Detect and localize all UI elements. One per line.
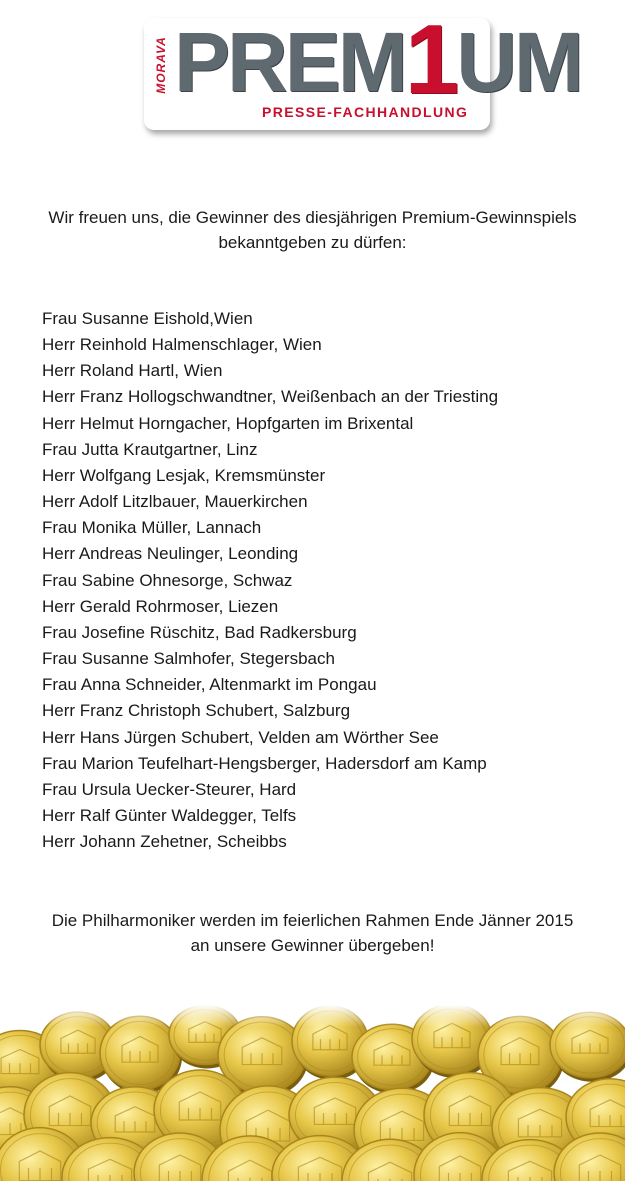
outro-line-1: Die Philharmoniker werden im feierlichen Rahmen Ende Jänner 2015 <box>51 911 574 930</box>
logo-tagline: PRESSE-FACHHANDLUNG <box>262 104 469 120</box>
winner-item: Herr Roland Hartl, Wien <box>42 361 223 381</box>
winner-item: Frau Jutta Krautgartner, Linz <box>42 439 258 459</box>
winner-item: Herr Johann Zehetner, Scheibbs <box>42 832 287 852</box>
wordmark-accent: 1 <box>404 4 457 114</box>
winner-item: Frau Ursula Uecker-Steurer, Hard <box>42 779 297 799</box>
wordmark-post: UM <box>456 15 581 109</box>
winner-item: Herr Hans Jürgen Schubert, Velden am Wörther See <box>42 727 439 747</box>
winner-item: Herr Helmut Horngacher, Hopfgarten im Brixental <box>42 413 414 433</box>
winner-item: Frau Monika Müller, Lannach <box>42 518 262 538</box>
morava-brand-text: MORAVA <box>154 36 168 94</box>
intro-text <box>0 205 625 255</box>
gold-coins-icon <box>0 1005 625 1181</box>
winner-item: Frau Susanne Salmhofer, Stegersbach <box>42 649 335 669</box>
winner-item: Frau Sabine Ohnesorge, Schwaz <box>42 570 293 590</box>
intro-line-1: Wir freuen uns, die Gewinner des diesjährigen Premium-Gewinnspiels <box>48 208 577 227</box>
outro-line-2: an unsere Gewinner übergeben! <box>190 936 435 955</box>
gold-coins-illustration <box>0 1005 625 1181</box>
winner-item: Herr Gerald Rohrmoser, Liezen <box>42 596 279 616</box>
winner-item: Frau Anna Schneider, Altenmarkt im Pongau <box>42 675 377 695</box>
wordmark-pre: PREM <box>174 15 405 109</box>
outro-text <box>0 908 625 958</box>
premium-logo <box>140 4 581 128</box>
winner-item: Herr Ralf Günter Waldegger, Telfs <box>42 805 297 825</box>
morava-brand <box>150 24 172 106</box>
intro-line-2: bekanntgeben zu dürfen: <box>218 233 407 252</box>
winner-item: Herr Andreas Neulinger, Leonding <box>42 544 299 564</box>
winner-item: Frau Marion Teufelhart-Hengsberger, Hadersdorf am Kamp <box>42 753 487 773</box>
winner-item: Frau Josefine Rüschitz, Bad Radkersburg <box>42 622 357 642</box>
winners-list <box>42 306 612 855</box>
winner-item: Frau Susanne Eishold,Wien <box>42 309 253 328</box>
winner-item: Herr Reinhold Halmenschlager, Wien <box>42 335 322 355</box>
winner-item: Herr Franz Hollogschwandtner, Weißenbach an der Triesting <box>42 387 499 407</box>
winner-item: Herr Adolf Litzlbauer, Mauerkirchen <box>42 492 308 512</box>
winner-item: Herr Wolfgang Lesjak, Kremsmünster <box>42 465 326 485</box>
winner-item: Herr Franz Christoph Schubert, Salzburg <box>42 701 351 721</box>
